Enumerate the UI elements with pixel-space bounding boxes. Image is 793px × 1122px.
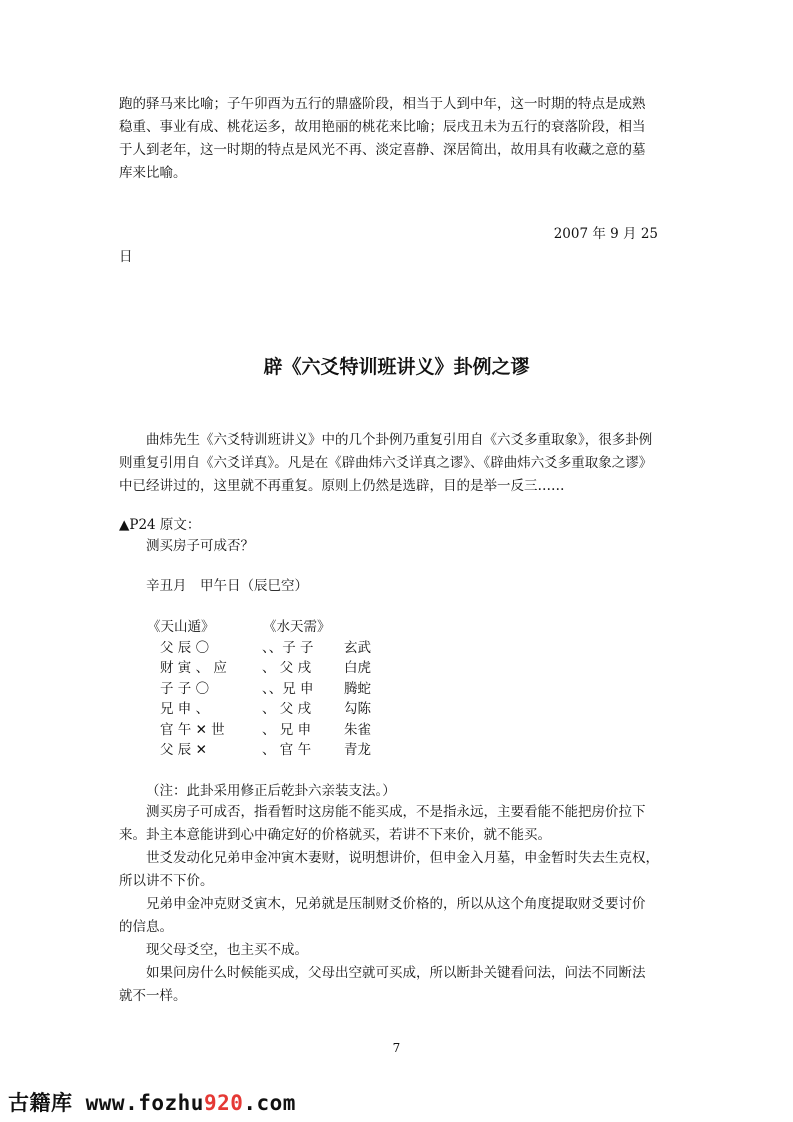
analysis-paragraph (119, 893, 671, 939)
footer-url-digits: 920 (203, 1091, 244, 1115)
hexagram-table (147, 617, 404, 761)
main-line: 子 子 〇 (160, 680, 210, 697)
text-line: 于人到老年，这一时期的特点是风光不再、淡定喜静、深居简出，故用具有收藏之意的墓 (119, 142, 646, 158)
six-spirit: 朱雀 (344, 721, 371, 738)
analysis-section (119, 801, 671, 1008)
hexagram-row (147, 699, 404, 720)
hexagram-row (147, 638, 404, 659)
analysis-paragraph (119, 847, 671, 893)
main-hexagram-name: 《天山遁》 (147, 619, 215, 635)
date-tail: 日 (119, 249, 133, 265)
date-line: 2007 年 9 月 25 (553, 226, 658, 242)
text-line: 中已经讲过的，这里就不再重复。原则上仍然是选辟，目的是举一反三…… (119, 478, 565, 494)
divination-date-line: 辛丑月 甲午日（辰巳空） (146, 578, 308, 594)
text-line: 稳重、事业有成、桃花运多，故用艳丽的桃花来比喻；辰戌丑未为五行的衰落阶段，相当 (119, 119, 646, 135)
six-spirit: 玄武 (344, 639, 371, 656)
preface-paragraph (119, 429, 671, 498)
text-line: 曲炜先生《六爻特训班讲义》中的几个卦例乃重复引用自《六爻多重取象》，很多卦例 (146, 432, 653, 448)
text-line: 就不一样。 (119, 988, 187, 1004)
intro-paragraph (119, 93, 671, 185)
main-line: 父 辰 ✕ (160, 742, 207, 758)
changed-line: 、 官 午 (262, 742, 312, 758)
text-line: 所以讲不下价。 (119, 873, 214, 889)
footer-url-suffix: .com (243, 1091, 296, 1115)
text-line: 则重复引用自《六爻详真》。凡是在《辟曲炜六爻详真之谬》、《辟曲炜六爻多重取象之谬》 (119, 455, 653, 471)
text-line: 库来比喻。 (119, 165, 187, 181)
changed-line: 、 父 戌 (262, 660, 312, 676)
footer-watermark (8, 1087, 296, 1117)
text-line: 的信息。 (119, 919, 173, 935)
source-label: ▲P24 原文： (119, 517, 201, 533)
text-line: 来。卦主本意能讲到心中确定好的价格就买，若讲不下来价，就不能买。 (119, 827, 551, 843)
text-line: 兄弟申金冲克财爻寅木，兄弟就是压制财爻价格的，所以从这个角度提取财爻要讨价 (146, 896, 646, 912)
hexagram-row (147, 658, 404, 679)
main-line: 父 辰 〇 (160, 639, 210, 656)
changed-line: 、 兄 申 (262, 721, 312, 738)
main-line: 官 午 ✕ 世 (160, 721, 225, 738)
main-line: 财 寅 、 应 (160, 660, 227, 676)
footer-site-name: 古籍库 (8, 1091, 73, 1115)
text-line: 如果问房什么时候能买成，父母出空就可买成，所以断卦关键看问法，问法不同断法 (146, 965, 646, 981)
analysis-paragraph (119, 939, 671, 962)
text-line: 世爻发动化兄弟申金冲寅木妻财，说明想讲价，但申金入月墓，申金暂时失去生克权， (146, 850, 659, 866)
article-title: 辟《六爻特训班讲义》卦例之谬 (263, 356, 530, 378)
page-number: 7 (392, 1041, 401, 1055)
hexagram-row (147, 720, 404, 741)
six-spirit: 白虎 (344, 660, 371, 676)
six-spirit: 青龙 (344, 742, 371, 758)
footer-url-prefix: www.fozhu (72, 1091, 204, 1115)
changed-hexagram-name: 《水天需》 (263, 619, 331, 635)
text-line: 跑的驿马来比喻；子午卯酉为五行的鼎盛阶段，相当于人到中年，这一时期的特点是成熟 (119, 96, 646, 112)
analysis-paragraph (119, 962, 671, 1008)
hexagram-row (147, 679, 404, 700)
hexagram-row (147, 740, 404, 761)
changed-line: 、 父 戌 (262, 701, 312, 717)
note-line: （注：此卦采用修正后乾卦六亲装支法。） (146, 783, 396, 799)
hexagram-header (147, 617, 404, 638)
changed-line: 、、子 子 (262, 639, 314, 656)
text-line: 测买房子可成否，指看暂时这房能不能买成，不是指永远，主要看能不能把房价拉下 (146, 804, 646, 820)
main-line: 兄 申 、 (160, 701, 210, 717)
six-spirit: 腾蛇 (344, 680, 371, 697)
text-line: 现父母爻空，也主买不成。 (146, 942, 308, 958)
six-spirit: 勾陈 (344, 701, 371, 717)
changed-line: 、、兄 申 (262, 680, 314, 697)
analysis-paragraph (119, 801, 671, 847)
question-line: 测买房子可成否？ (146, 538, 254, 554)
